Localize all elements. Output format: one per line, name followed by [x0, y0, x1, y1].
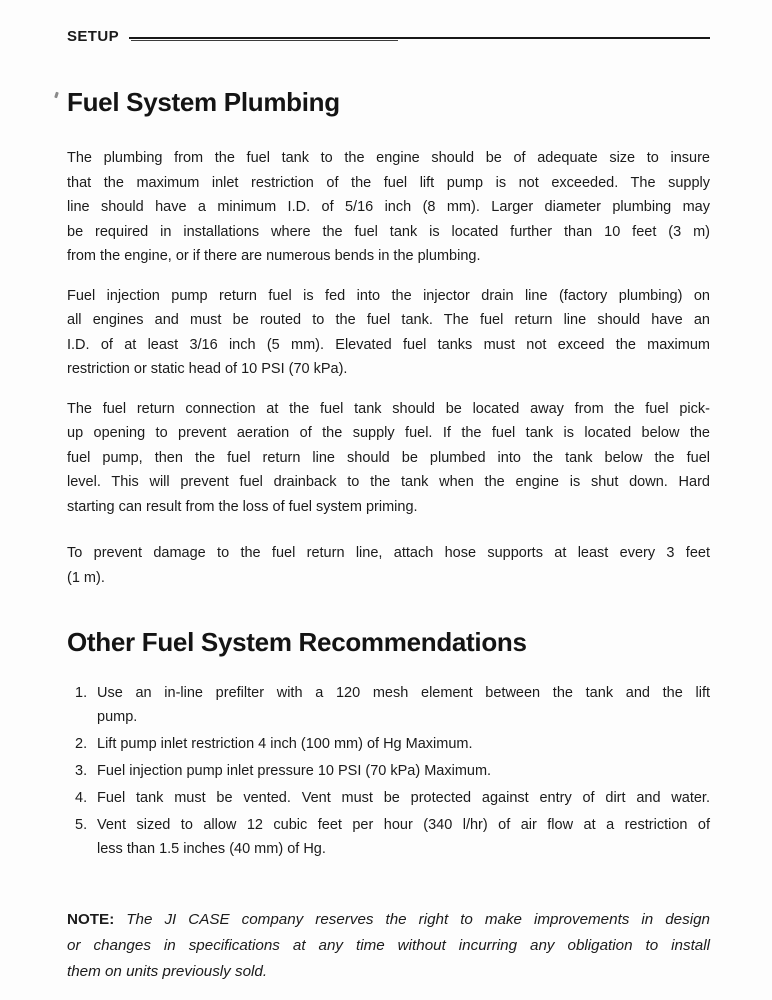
recommendations-list [67, 681, 710, 861]
list-item-line: Use an in-line prefilter with a 120 mesh element between the tank and the lift [97, 685, 710, 701]
paragraph-line: starting can result from the loss of fuel system priming. [67, 498, 418, 515]
paragraph-line: fuel pump, then the fuel return line should be plumbed into the tank below the fuel [67, 449, 710, 466]
section-title-other-fuel-system-recommendations: Other Fuel System Recommendations [67, 627, 527, 657]
list-item-line: Vent sized to allow 12 cubic feet per hour (340 l/hr) of air flow at a restriction of [97, 817, 710, 833]
paragraph [67, 541, 710, 590]
list-item-number: 3. [75, 763, 88, 779]
section-body [67, 146, 710, 590]
scan-artifact [54, 92, 59, 99]
list-item-line: Lift pump inlet restriction 4 inch (100 mm) of Hg Maximum. [97, 736, 473, 752]
paragraph-line: all engines and must be routed to the fuel tank. The fuel return line should have an [67, 312, 710, 328]
page-header [67, 26, 710, 44]
paragraph [67, 397, 710, 520]
paragraph-line: Fuel injection pump return fuel is fed into the injector drain line (factory plumbing) on [67, 287, 710, 304]
header-rule [129, 37, 710, 42]
paragraph-line: The plumbing from the fuel tank to the engine should be of adequate size to insure [67, 150, 710, 166]
paragraph-line: The fuel return connection at the fuel tank should be located away from the fuel pick- [67, 400, 710, 417]
list-item-line: less than 1.5 inches (40 mm) of Hg. [97, 841, 326, 857]
paragraph-line: that the maximum inlet restriction of the fuel lift pump is not exceeded. The supply [67, 174, 710, 191]
list-item-line: Fuel injection pump inlet pressure 10 PSI (70 kPa) Maximum. [97, 763, 492, 779]
list-item-body [97, 681, 710, 729]
list-item [75, 786, 710, 810]
paragraph-line: level. This will prevent fuel drainback to the tank when the engine is shut down. Hard [67, 474, 710, 490]
paragraph-line: (1 m). [67, 569, 105, 586]
list-item-number: 5. [75, 817, 88, 833]
list-item-line: pump. [97, 709, 138, 725]
list-item-body [97, 813, 710, 861]
list-item-line: Fuel tank must be vented. Vent must be protected against entry of dirt and water. [97, 790, 710, 806]
note-text: The JI CASE company reserves the right to make improvements in design [126, 911, 710, 928]
legal-note [67, 907, 710, 985]
note-line: them on units previously sold. [67, 963, 268, 980]
paragraph [67, 284, 710, 382]
paragraph-line: line should have a minimum I.D. of 5/16 inch (8 mm). Larger diameter plumbing may [67, 199, 710, 215]
paragraph-line: be required in installations where the fuel tank is located further than 10 feet (3 m) [67, 223, 710, 240]
note-line: or changes in specifications at any time without incurring any obligation to install [67, 937, 710, 954]
list-item-number: 2. [75, 736, 88, 752]
list-item-body [97, 759, 710, 783]
list-item [75, 813, 710, 861]
list-item-body [97, 786, 710, 810]
list-item [75, 732, 710, 756]
section-title-fuel-system-plumbing: Fuel System Plumbing [67, 87, 340, 117]
paragraph-line: To prevent damage to the fuel return line, attach hose supports at least every 3 feet [67, 545, 710, 561]
note-label: NOTE: [67, 911, 115, 928]
list-item-number: 1. [75, 685, 88, 701]
note-line [67, 907, 710, 933]
list-item-body [97, 732, 710, 756]
paragraph-line: I.D. of at least 3/16 inch (5 mm). Elevated fuel tanks must not exceed the maximum [67, 336, 710, 353]
paragraph-line: from the engine, or if there are numerous bends in the plumbing. [67, 248, 481, 264]
page-header-label: SETUP [67, 28, 120, 45]
paragraph [67, 146, 710, 269]
paragraph-line: up opening to prevent aeration of the supply fuel. If the fuel tank is located below the [67, 425, 710, 441]
paragraph-line: restriction or static head of 10 PSI (70 kPa). [67, 361, 348, 377]
list-item [75, 681, 710, 729]
list-item-number: 4. [75, 790, 88, 806]
list-item [75, 759, 710, 783]
